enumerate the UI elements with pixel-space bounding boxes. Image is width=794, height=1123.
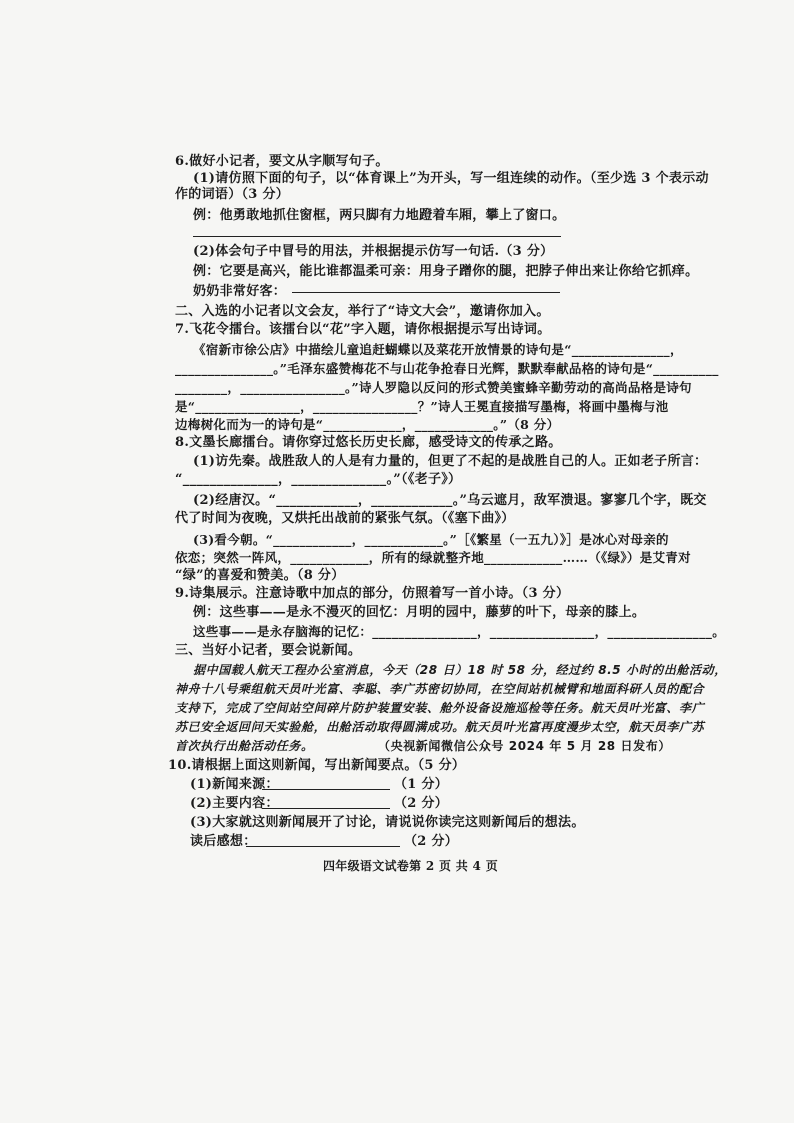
news-line-1: 据中国载人航天工程办公室消息，今天（28 日）18 时 58 分，经过约 8.5 小时的出舱活动， [193,663,727,677]
q8-part1: (1)访先秦。战胜敌人的人是有力量的，但更了不起的是战胜自己的人。正如老子所言： [193,454,708,469]
news-line-2: 神舟十八号乘组航天员叶光富、李聪、李广苏密切协同，在空间站机械臂和地面科研人员的配合 [175,682,705,696]
q7-line-3: ________，________________。”诗人罗隐以反问的形式赞美蜜蜂辛勤劳动的高尚品格是诗句 [175,380,692,395]
answer-line[interactable] [262,789,390,790]
answer-line[interactable] [193,236,561,237]
news-line-5: 首次执行出舱活动任务。 [175,739,314,753]
section-2-heading: 二、入选的小记者以文会友，举行了“诗文大会”，邀请你加入。 [175,304,550,319]
q8-part3-cont: 依恋；突然一阵风，____________，所有的绿就整齐地____________……（《绿》）是艾青对 [175,550,691,565]
q6-part2-prompt: (2)体会句子中冒号的用法，并根据提示仿写一句话.（3 分） [193,244,554,259]
q6-part1-example: 例：他勇敢地抓住窗框，两只脚有力地蹬着车厢，攀上了窗口。 [193,208,566,223]
answer-line[interactable] [246,846,400,847]
news-line-3: 支持下，完成了空间站空间碎片防护装置安装、舱外设备设施巡检等任务。航天员叶光富、李广 [175,701,705,715]
section-3-heading: 三、当好小记者，要会说新闻。 [175,643,362,658]
question-9-title: 9.诗集展示。注意诗歌中加点的部分，仿照着写一首小诗。（3 分） [175,586,570,601]
q7-line-5: 边梅树化而为一的诗句是“____________，____________。”（8 分） [175,417,560,432]
q6-part1-prompt-cont: 作的词语）（3 分） [175,187,290,202]
page-footer: 四年级语文试卷第 2 页 共 4 页 [323,859,498,873]
q9-answer-stem: 这些事——是永存脑海的记忆：________________，________________，________________。 [193,624,725,639]
q6-part2-stem: 奶奶非常好客： [193,284,287,299]
q6-part2-example: 例：它要是高兴，能比谁都温柔可亲：用身子蹭你的腿，把脖子伸出来让你给它抓痒。 [193,264,699,279]
question-6-title: 6.做好小记者，要文从字顺写句子。 [175,154,389,169]
q10-part1-label: (1)新闻来源： [190,777,279,792]
q10-part3-score: （2 分） [404,834,459,849]
news-source: （央视新闻微信公众号 2024 年 5 月 28 日发布） [378,739,671,753]
question-10-title: 10.请根据上面这则新闻，写出新闻要点。（5 分） [168,758,466,773]
q10-part2-label: (2)主要内容： [190,796,279,811]
answer-line[interactable] [292,292,560,293]
q10-part1-score: （1 分） [394,777,449,792]
question-8-title: 8.文墨长廊擂台。请你穿过悠长历史长廊，感受诗文的传承之路。 [175,435,562,450]
q7-line-2: _______________。”毛泽东盛赞梅花不与山花争抢春日光辉，默默奉献品格的诗句是“__________ [175,361,719,376]
news-line-4: 苏已安全返回问天实验舱，出舱活动取得圆满成功。航天员叶光富再度漫步太空，航天员李广苏 [175,720,705,734]
question-7-title: 7.飞花令擂台。该擂台以“花”字入题，请你根据提示写出诗词。 [175,322,551,337]
q6-part1-prompt: (1)请仿照下面的句子，以“体育课上”为开头，写一组连续的动作。（至少选 3 个表示动 [193,171,709,186]
q10-part3-prompt: (3)大家就这则新闻展开了讨论，请说说你读完这则新闻后的想法。 [190,815,585,830]
q7-line-1: 《宿新市徐公店》中描绘儿童追赶蝴蝶以及菜花开放情景的诗句是“_______________， [193,342,683,357]
q8-part2-cont: 代了时间为夜晚，又烘托出战前的紧张气氛。（《塞下曲》） [175,511,515,526]
q10-part3-label: 读后感想： [190,834,257,849]
q7-line-4: 是“________________，________________？”诗人王冕直接描写墨梅，将画中墨梅与池 [175,399,669,414]
q8-part1-blanks: “______________，______________。”（《老子》） [175,472,462,487]
q10-part2-score: （2 分） [394,796,449,811]
q8-part2: (2)经唐汉。“____________，____________。”乌云遮月，敌军溃退。寥寥几个字，既交 [193,493,707,508]
q8-part3-end: “绿”的喜爱和赞美。（8 分） [175,568,345,583]
q9-example: 例：这些事——是永不漫灭的回忆：月明的园中，藤萝的叶下，母亲的膝上。 [193,605,646,620]
q8-part3: (3)看今朝。“____________，____________。”［《繁星（一五九）》］是冰心对母亲的 [193,532,669,547]
answer-line[interactable] [262,808,390,809]
